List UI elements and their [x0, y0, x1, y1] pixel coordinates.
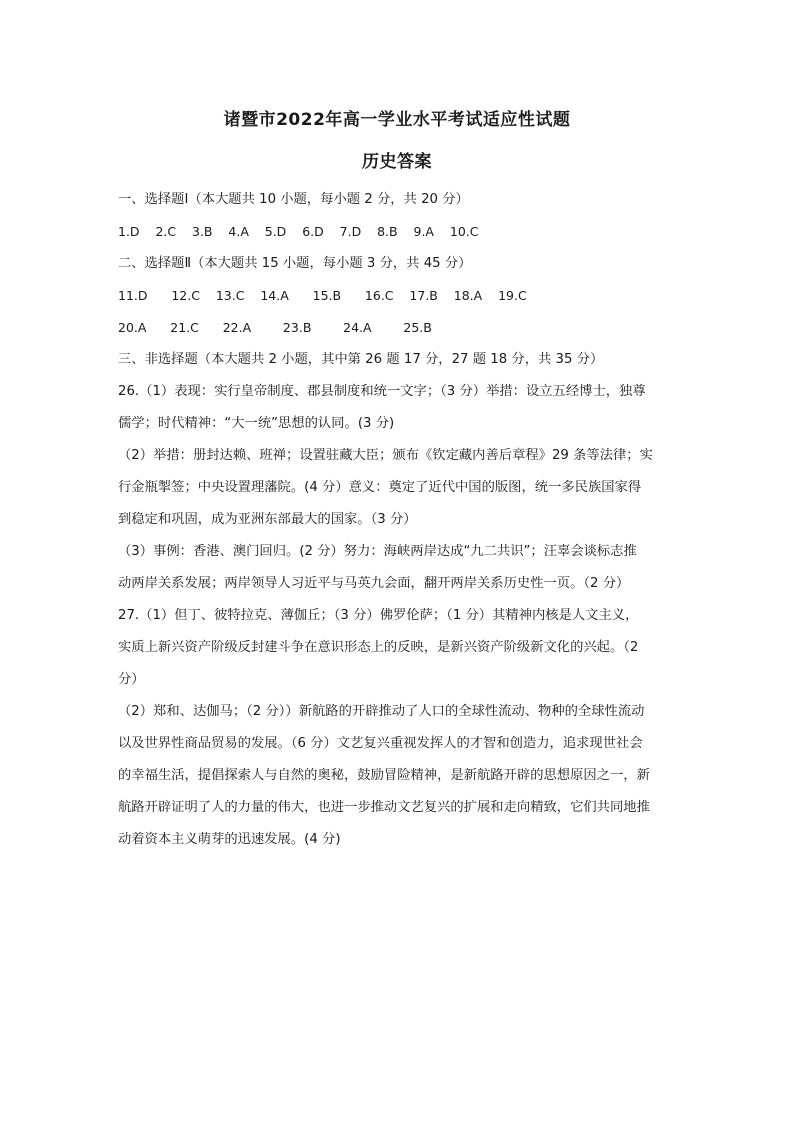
answer-line: 儒学；时代精神：“大一统”思想的认同。(3 分): [118, 416, 395, 431]
answer-line: 动着资本主义萌芽的迅速发展。(4 分): [118, 832, 341, 847]
answer-line: 行金瓶掣签；中央设置理藩院。(4 分）意义：奠定了近代中国的版图，统一多民族国家得: [118, 480, 642, 495]
section2-heading: 二、选择题Ⅱ（本大题共 15 小题，每小题 3 分，共 45 分）: [118, 256, 472, 271]
answer-line: 到稳定和巩固，成为亚洲东部最大的国家。（3 分）: [118, 512, 417, 527]
answer-line: 实质上新兴资产阶级反封建斗争在意识形态上的反映，是新兴资产阶级新文化的兴起。（2: [118, 640, 639, 655]
section2-answers-row2: 20.A 21.C 22.A 23.B 24.A 25.B: [118, 320, 432, 335]
page-title: 诸暨市2022年高一学业水平考试适应性试题: [223, 110, 571, 130]
answer-line: （3）事例：香港、澳门回归。(2 分）努力：海峡两岸达成“九二共识”；汪辜会谈标志推: [118, 544, 637, 559]
answer-line: 动两岸关系发展；两岸领导人习近平与马英九会面，翻开两岸关系历史性一页。（2 分）: [118, 576, 630, 591]
section1-heading: 一、选择题Ⅰ（本大题共 10 小题，每小题 2 分，共 20 分）: [118, 192, 469, 207]
answer-line: （2）郑和、达伽马；（2 分））新航路的开辟推动了人口的全球性流动、物种的全球性流动: [118, 704, 645, 719]
answer-line: （2）举措：册封达赖、班禅；设置驻藏大臣；颁布《钦定藏内善后章程》29 条等法律；实: [118, 448, 653, 463]
answer-line: 分）: [118, 672, 145, 687]
answer-line: 的幸福生活，提倡探索人与自然的奥秘，鼓励冒险精神，是新航路开辟的思想原因之一，新: [118, 768, 650, 783]
page-subtitle: 历史答案: [362, 152, 432, 172]
section3-heading: 三、非选择题（本大题共 2 小题，其中第 26 题 17 分，27 题 18 分，共 35 分）: [118, 352, 604, 367]
answer-line: 26.（1）表现：实行皇帝制度、郡县制度和统一文字；（3 分）举措：设立五经博士，独尊: [118, 384, 646, 399]
answer-line: 27.（1）但丁、彼特拉克、薄伽丘；（3 分）佛罗伦萨；（1 分）其精神内核是人文主义，: [118, 608, 639, 623]
section2-answers-row1: 11.D 12.C 13.C 14.A 15.B 16.C 17.B 18.A 19.C: [118, 288, 527, 303]
answer-line: 以及世界性商品贸易的发展。（6 分）文艺复兴重视发挥人的才智和创造力，追求现世社会: [118, 736, 643, 751]
answer-line: 航路开辟证明了人的力量的伟大，也进一步推动文艺复兴的扩展和走向精致，它们共同地推: [118, 800, 650, 815]
section1-answers: 1.D 2.C 3.B 4.A 5.D 6.D 7.D 8.B 9.A 10.C: [118, 224, 479, 239]
